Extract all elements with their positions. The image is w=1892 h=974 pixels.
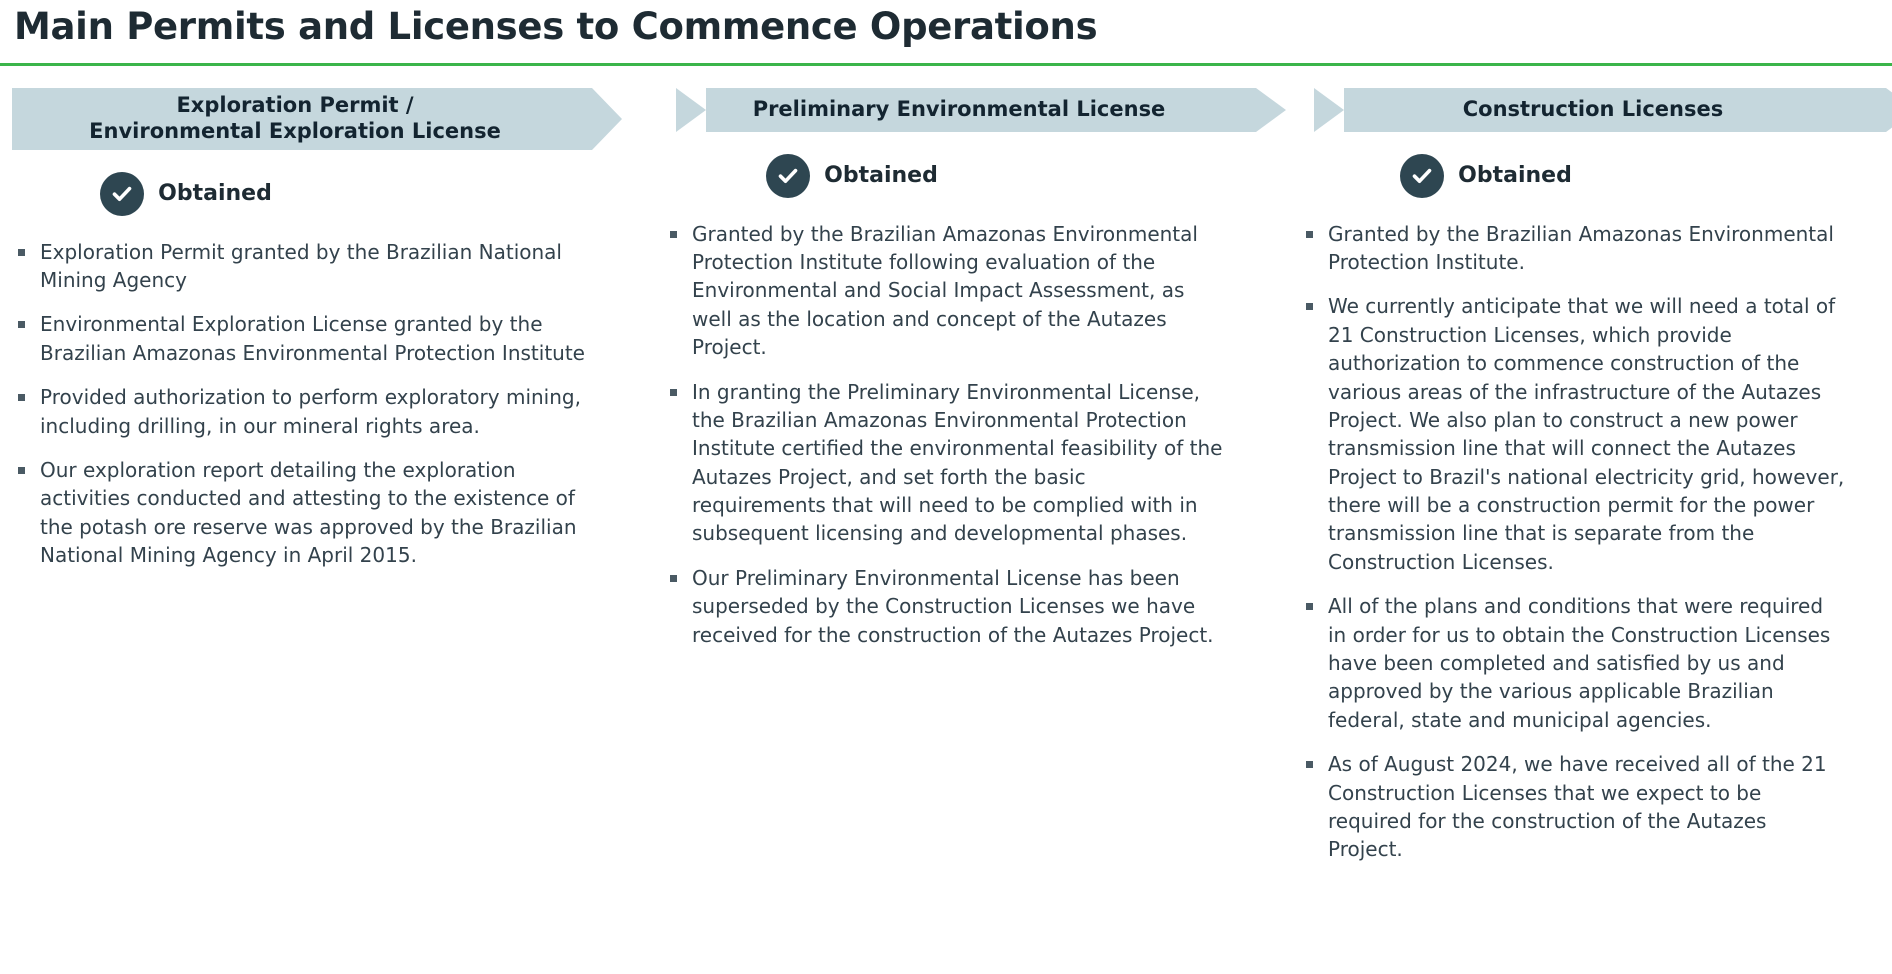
list-item: As of August 2024, we have received all of the 21 Construction Licenses that we expect to be required for the construction of the Autazes Project. — [1300, 750, 1845, 864]
column-header-banner-3 — [1314, 88, 1886, 132]
status-row-3 — [1300, 154, 1892, 198]
status-badge-1: Obtained — [158, 181, 272, 207]
list-item: Granted by the Brazilian Amazonas Environmental Protection Institute following evaluation of the Environmental and Social Impact Assessment, as well as the location and concept of the Autazes Project. — [664, 220, 1224, 362]
list-item: We currently anticipate that we will need a total of 21 Construction Licenses, which provide authorization to commence construction of the various areas of the infrastructure of the Autazes Project. We also plan to construct a new power transmission line that will connect the Autazes Project to Brazil's national electricity grid, however, there will be a construction permit for the power transmission line that is separate from the Construction Licenses. — [1300, 292, 1845, 576]
column-header-banner-2 — [676, 88, 1256, 132]
column-header-banner-1 — [12, 88, 592, 150]
check-circle-icon — [1400, 154, 1444, 198]
status-badge-2: Obtained — [824, 163, 938, 189]
list-item: In granting the Preliminary Environmental License, the Brazilian Amazonas Environmental Protection Institute certified the environmental feasibility of the Autazes Project, and set forth the basic requirements that will need to be complied with in subsequent licensing and developmental phases. — [664, 378, 1224, 548]
column-heading-line2: Environmental Exploration License — [89, 118, 501, 143]
list-item: Our Preliminary Environmental License has been superseded by the Construction Licenses we have received for the construction of the Autazes Project. — [664, 564, 1224, 649]
column-preliminary-environmental-license — [650, 88, 1290, 665]
bullet-list-3 — [1300, 220, 1845, 864]
column-exploration-permit — [0, 88, 650, 586]
column-construction-licenses — [1290, 88, 1892, 880]
check-circle-icon — [100, 172, 144, 216]
status-row-1 — [12, 172, 650, 216]
list-item: Granted by the Brazilian Amazonas Environmental Protection Institute. — [1300, 220, 1845, 277]
list-item: Environmental Exploration License granted by the Brazilian Amazonas Environmental Protection Institute — [12, 310, 597, 367]
list-item: Provided authorization to perform exploratory mining, including drilling, in our mineral rights area. — [12, 383, 597, 440]
bullet-list-1 — [12, 238, 597, 570]
column-heading-2: Preliminary Environmental License — [752, 96, 1166, 121]
check-circle-icon — [766, 154, 810, 198]
list-item: All of the plans and conditions that were required in order for us to obtain the Construction Licenses have been completed and satisfied by us and approved by the various applicable Brazilian federal, state and municipal agencies. — [1300, 592, 1845, 734]
column-heading-line1: Exploration Permit / — [176, 92, 414, 117]
status-row-2 — [664, 154, 1290, 198]
columns-container — [0, 66, 1892, 880]
list-item: Our exploration report detailing the exploration activities conducted and attesting to the existence of the potash ore reserve was approved by the Brazilian National Mining Agency in April 2015. — [12, 456, 597, 570]
column-heading-3: Construction Licenses — [1462, 96, 1724, 121]
page-title: Main Permits and Licenses to Commence Operations — [14, 5, 1098, 48]
status-badge-3: Obtained — [1458, 163, 1572, 189]
list-item: Exploration Permit granted by the Brazilian National Mining Agency — [12, 238, 597, 295]
bullet-list-2 — [664, 220, 1224, 649]
